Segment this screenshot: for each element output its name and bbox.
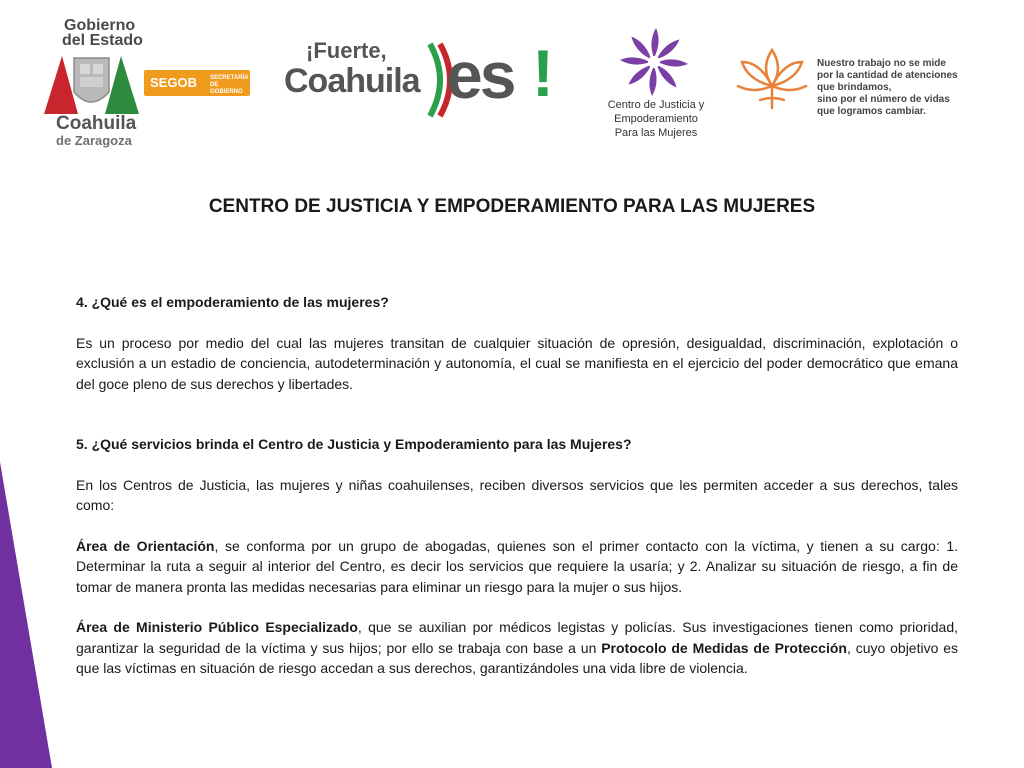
- page-title: CENTRO DE JUSTICIA Y EMPODERAMIENTO PARA LAS MUJERES: [208, 196, 816, 217]
- area-ministerio-text: , que se auxilian por médicos legistas y policías. Sus investigaciones tienen como prioridad, garantizar la seguridad de la víctima y sus hijos; por ello se trabaja con base a un: [76, 619, 958, 656]
- segob-label: SEGOB: [150, 75, 197, 90]
- coahuila-slogan-text: Coahuila: [284, 62, 420, 100]
- protocolo-title: Protocolo de Medidas de Protección: [601, 639, 847, 656]
- fuerte-text: ¡Fuerte,: [306, 38, 387, 63]
- question-4-heading: 4. ¿Qué es el empoderamiento de las mujeres?: [76, 294, 389, 310]
- cjem-line-3: Para las Mujeres: [614, 127, 698, 139]
- de-zaragoza-text: de Zaragoza: [56, 133, 132, 148]
- area-ministerio-title: Área de Ministerio Público Especializado: [76, 619, 358, 635]
- content-body: [76, 292, 958, 679]
- quote-line-3: que brindamos,: [817, 82, 892, 93]
- exclamation-text: !: [532, 36, 554, 110]
- del-estado-text: del Estado: [62, 32, 143, 49]
- orange-lotus-icon: [732, 40, 812, 112]
- quote-logo: [732, 40, 982, 120]
- fuerte-coahuila-logo: [284, 34, 562, 124]
- coahuila-text: Coahuila: [56, 113, 137, 134]
- area-orientacion-text: , se conforma por un grupo de abogadas, quienes son el primer contacto con la víctima, y tienen a su cargo: 1. Determinar la ruta a seguir al interior del Centro, es decir los servicios que requiere la usaría; y 2. Analizar su situación de riesgo, a fin de tomar de manera pronta las medidas necesarias para eliminar un riesgo para la mujer o sus hijos.: [76, 537, 958, 595]
- area-orientacion-title: Área de Orientación: [76, 537, 215, 554]
- centro-justicia-logo-text: [596, 98, 716, 140]
- area-ministerio-end: , cuyo objetivo es que las víctimas en situación de riesgo accedan a sus derechos, garantizándoles una vida libre de violencia.: [76, 639, 959, 676]
- question-5-heading: 5. ¿Qué servicios brinda el Centro de Justicia y Empoderamiento para las Mujeres?: [76, 436, 632, 452]
- area-ministerio-paragraph: [76, 617, 958, 679]
- centro-justicia-logo: [596, 26, 716, 142]
- quote-line-5: que logramos cambiar.: [817, 106, 926, 117]
- quote-line-1: Nuestro trabajo no se mide: [817, 58, 946, 69]
- purple-flower-icon: [618, 26, 690, 98]
- es-text: es: [446, 38, 514, 112]
- cjem-line-2: Empoderamiento: [614, 113, 698, 125]
- question-4-answer: Es un proceso por medio del cual las mujeres transitan de cualquier situación de opresión, desigualdad, discriminación, explotación o exclusión a un estadio de conciencia, autodeterminación y autonomía, el cual se manifiesta en el ejercicio del poder democrático que emana del goce pleno de sus derechos y libertades.: [76, 334, 958, 392]
- coat-of-arms-icon: [44, 52, 139, 114]
- cjem-line-1: Centro de Justicia y: [607, 99, 705, 111]
- gobierno-text: Gobierno: [64, 17, 136, 34]
- quote-text: [817, 58, 987, 118]
- segob-sublabel: SECRETARÍA DE GOBIERNO: [210, 75, 249, 95]
- quote-line-4: sino por el número de vidas: [817, 94, 950, 105]
- area-orientacion-paragraph: [76, 536, 958, 598]
- gobierno-coahuila-logo: [44, 18, 254, 146]
- quote-line-2: por la cantidad de atenciones: [817, 70, 958, 81]
- segob-badge: [144, 70, 250, 96]
- question-5-intro: En los Centros de Justicia, las mujeres y niñas coahuilenses, reciben diversos servicios que les permiten acceder a sus derechos, tales como:: [76, 476, 958, 513]
